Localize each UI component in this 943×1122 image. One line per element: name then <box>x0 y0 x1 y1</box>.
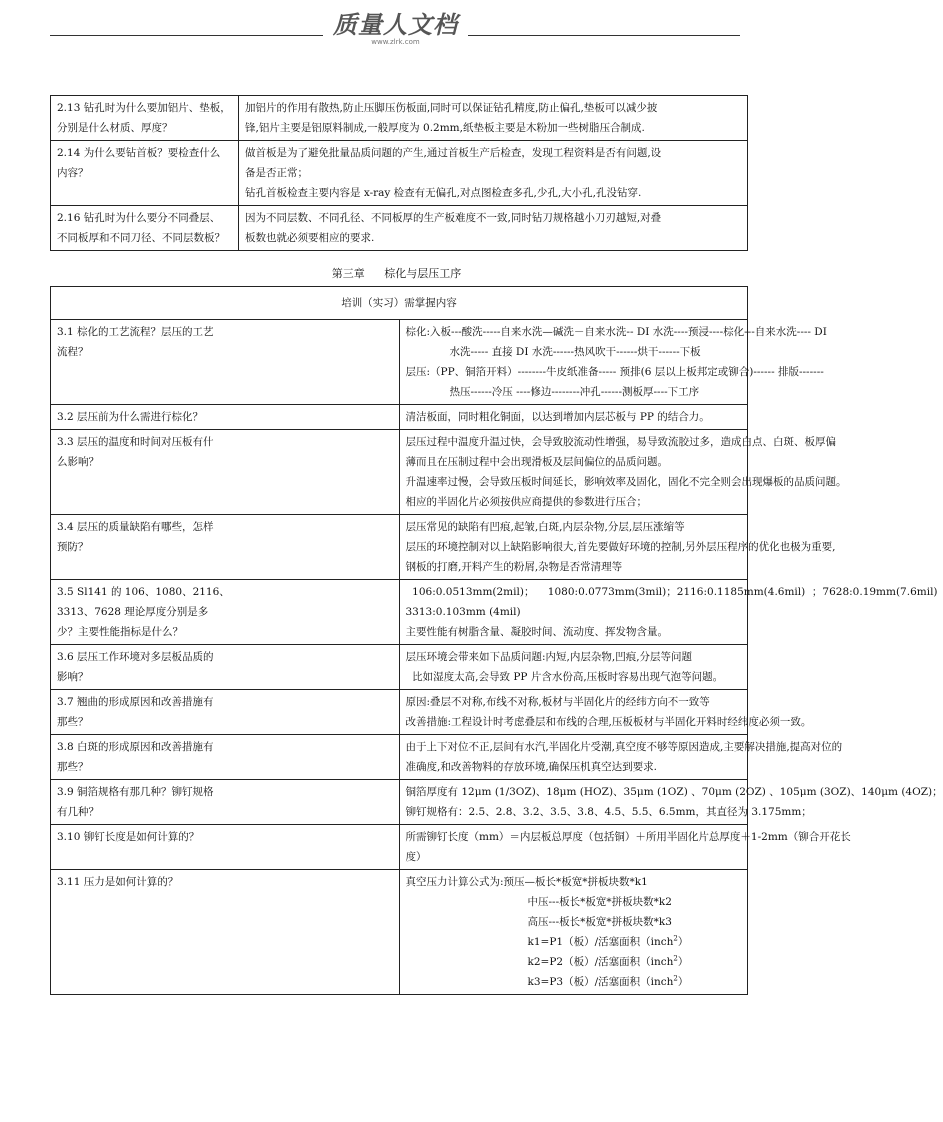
answer-line: 3313:0.103mm (4mil) <box>405 606 521 618</box>
answer-line: 层压过程中温度升温过快，会导致胶流动性增强，易导致流胶过多，造成白点、白斑、板厚偏 <box>405 436 836 448</box>
question-line: 3313、7628 理论厚度分别是多 <box>57 606 209 618</box>
answer-line: 层压常见的缺陷有凹痕,起皱,白斑,内层杂物,分层,层压涨缩等 <box>405 521 685 533</box>
superscript: 2 <box>673 974 678 983</box>
question-line: 2.16 钻孔时为什么要分不同叠层、 <box>57 212 221 224</box>
formula-line <box>406 952 742 972</box>
question-cell <box>51 735 400 780</box>
answer-cell <box>239 141 748 206</box>
question-line: 3.11 压力是如何计算的？ <box>57 876 179 888</box>
formula-close: ） <box>677 936 689 948</box>
logo-text: 质量人文档 <box>333 11 458 39</box>
question-line: 3.9 铜箔规格有那几种？铆钉规格 <box>57 786 214 798</box>
question-line: 3.1 棕化的工艺流程？层压的工艺 <box>57 326 214 338</box>
table-row <box>51 206 748 251</box>
question-line: 3.6 层压工作环境对多层板品质的 <box>57 651 214 663</box>
question-cell <box>51 825 400 870</box>
question-line: 么影响？ <box>57 456 99 468</box>
question-cell <box>51 870 400 995</box>
question-cell <box>51 430 400 515</box>
chapter-number: 第三章 <box>331 267 365 280</box>
answer-line: 清洁板面，同时粗化铜面，以达到增加内层芯板与 PP 的结合力。 <box>405 411 710 423</box>
site-logo <box>323 12 468 46</box>
question-line: 那些？ <box>57 761 89 773</box>
question-line: 3.3 层压的温度和时间对压板有什 <box>57 436 214 448</box>
question-line: 影响？ <box>57 671 89 683</box>
drilling-qa-table <box>50 95 748 251</box>
question-line: 分别是什么材质、厚度？ <box>57 122 173 134</box>
answer-cell <box>399 870 748 995</box>
table-row <box>51 430 748 515</box>
table-header-cell: 培训（实习）需掌握内容 <box>51 287 748 320</box>
answer-cell <box>399 735 843 780</box>
answer-line: 106:0.0513mm(2mil)； 1080:0.0773mm(3mil)；2116:0.1185mm(4.6mil) ；7628:0.19mm(7.6mil) <box>405 586 938 598</box>
question-cell <box>51 141 239 206</box>
question-line: 有几种？ <box>57 806 99 818</box>
logo-url: www.zlrk.com <box>371 38 420 46</box>
lamination-qa-table <box>50 286 943 995</box>
question-line: 少？主要性能指标是什么？ <box>57 626 183 638</box>
answer-cell <box>399 320 827 405</box>
answer-line: 度） <box>405 851 427 863</box>
question-cell <box>51 580 400 645</box>
formula-text: k1=P1（板）/活塞面积（inch <box>527 936 674 948</box>
answer-line: 加铝片的作用有散热,防止压脚压伤板面,同时可以保证钻孔精度,防止偏孔,垫板可以减少披 <box>245 102 658 114</box>
answer-line: 棕化:入板---酸洗-----自来水洗—碱洗－自来水洗-- DI 水洗----预浸----棕化---自来水洗---- DI <box>405 326 827 338</box>
table-row <box>51 690 748 735</box>
answer-cell <box>239 96 748 141</box>
question-cell <box>51 690 400 735</box>
answer-line: 备是否正常； <box>245 167 308 179</box>
table-row <box>51 580 748 645</box>
answer-cell <box>399 645 748 690</box>
answer-line: 原因:叠层不对称,布线不对称,板材与半固化片的经纬方向不一致等 <box>405 696 710 708</box>
answer-line: 做首板是为了避免批量品质问题的产生,通过首板生产后检查，发现工程资料是否有问题,设 <box>245 147 662 159</box>
answer-line: 主要性能有树脂含量、凝胶时间、流动度、挥发物含量。 <box>405 626 668 638</box>
table-header-row <box>51 287 748 320</box>
table-row <box>51 320 748 405</box>
answer-cell <box>399 580 938 645</box>
answer-line: 真空压力计算公式为:预压—板长*板宽*拼板块数*k1 <box>405 876 648 888</box>
question-cell <box>51 780 400 825</box>
question-line: 2.14 为什么要钻首板？要检查什么 <box>57 147 221 159</box>
question-line: 3.4 层压的质量缺陷有哪些，怎样 <box>57 521 214 533</box>
chapter-title <box>0 265 793 281</box>
answer-cell <box>399 405 748 430</box>
answer-line: 所需铆钉长度（mm）＝内层板总厚度（包括铜）＋所用半固化片总厚度＋1-2mm（铆合开花长 <box>405 831 851 843</box>
table-row <box>51 870 748 995</box>
question-line: 3.7 翘曲的形成原因和改善措施有 <box>57 696 214 708</box>
answer-line: 层压环境会带来如下品质问题:内短,内层杂物,凹痕,分层等问题 <box>405 651 693 663</box>
question-cell <box>51 96 239 141</box>
question-cell <box>51 515 400 580</box>
answer-line: 热压------冷压 ----修边--------冲孔------测板厚----下工序 <box>449 386 700 398</box>
table-row <box>51 405 748 430</box>
answer-line: 锋,铝片主要是铝原料制成,一般厚度为 0.2mm,纸垫板主要是木粉加一些树脂压合制成. <box>245 122 645 134</box>
question-line: 不同板厚和不同刀径、不同层数板？ <box>57 232 225 244</box>
formula-close: ） <box>677 976 689 988</box>
question-cell <box>51 320 400 405</box>
question-line: 3.5 Sl141 的 106、1080、2116、 <box>57 586 230 598</box>
chapter-name: 棕化与层压工序 <box>384 267 462 280</box>
answer-line: 水洗----- 直接 DI 水洗------热风吹干------烘干------下板 <box>449 346 701 358</box>
answer-cell <box>399 780 943 825</box>
question-line: 流程？ <box>57 346 89 358</box>
formula-line <box>406 972 742 992</box>
answer-line: 层压:（PP、铜箔开料）--------牛皮纸准备----- 预排(6 层以上板邦定或铆合)------ 排版------- <box>405 366 824 378</box>
answer-line: 改善措施:工程设计时考虑叠层和布线的合理,压板板材与半固化开料时经纬度必须一致。 <box>405 716 812 728</box>
table-row <box>51 735 748 780</box>
table-row <box>51 645 748 690</box>
question-line: 预防？ <box>57 541 89 553</box>
answer-line: 中压---板长*板宽*拼板块数*k2 <box>527 896 672 908</box>
answer-cell <box>399 430 847 515</box>
question-line: 那些？ <box>57 716 89 728</box>
answer-line: 准确度,和改善物料的存放环境,确保压机真空达到要求. <box>405 761 658 773</box>
question-line: 3.2 层压前为什么需进行棕化？ <box>57 411 204 423</box>
page-header <box>0 0 793 50</box>
answer-line: 板数也就必须要相应的要求. <box>245 232 375 244</box>
superscript: 2 <box>673 954 678 963</box>
answer-cell <box>239 206 748 251</box>
table-row <box>51 825 748 870</box>
answer-line: 比如湿度太高,会导致 PP 片含水份高,压板时容易出现气泡等问题。 <box>405 671 724 683</box>
answer-line: 相应的半固化片必须按供应商提供的参数进行压合； <box>405 496 647 508</box>
formula-text: k2=P2（板）/活塞面积（inch <box>527 956 674 968</box>
answer-line: 薄而且在压制过程中会出现滑板及层间偏位的品质问题。 <box>405 456 668 468</box>
formula-line <box>406 932 742 952</box>
answer-line: 铜箔厚度有 12μm (1/3OZ)、18μm (HOZ)、35μm (1OZ) 、70μm (2OZ) 、105μm (3OZ)、140μm (4OZ)； <box>405 786 943 798</box>
question-cell <box>51 405 400 430</box>
answer-line: 铆钉规格有：2.5、2.8、3.2、3.5、3.8、4.5、5.5、6.5mm，其直径为 3.175mm； <box>405 806 812 818</box>
question-cell <box>51 645 400 690</box>
table-row <box>51 96 748 141</box>
question-line: 内容？ <box>57 167 89 179</box>
question-line: 2.13 钻孔时为什么要加铝片、垫板， <box>57 102 231 114</box>
answer-line: 由于上下对位不正,层间有水汽,半固化片受潮,真空度不够等原因造成,主要解决措施,提高对位的 <box>405 741 843 753</box>
answer-line: 因为不同层数、不同孔径、不同板厚的生产板难度不一致,同时钻刀规格越小刀刃越短,对叠 <box>245 212 662 224</box>
answer-line: 高压---板长*板宽*拼板块数*k3 <box>527 916 672 928</box>
answer-cell <box>399 690 812 735</box>
answer-line: 钻孔首板检查主要内容是 x-ray 检查有无偏孔,对点图检查多孔,少孔,大小孔,孔没钻穿. <box>245 187 642 199</box>
answer-cell <box>399 515 836 580</box>
question-line: 3.8 白斑的形成原因和改善措施有 <box>57 741 214 753</box>
answer-line: 升温速率过慢，会导致压板时间延长，影响效率及固化，固化不完全则会出现爆板的品质问题。 <box>405 476 847 488</box>
answer-line: 层压的环境控制对以上缺陷影响很大,首先要做好环境的控制,另外层压程序的优化也极为重要, <box>405 541 836 553</box>
formula-text: k3=P3（板）/活塞面积（inch <box>527 976 674 988</box>
formula-close: ） <box>677 956 689 968</box>
superscript: 2 <box>673 934 678 943</box>
question-cell <box>51 206 239 251</box>
question-line: 3.10 铆钉长度是如何计算的？ <box>57 831 200 843</box>
table-row <box>51 141 748 206</box>
answer-cell <box>399 825 851 870</box>
table-row <box>51 780 748 825</box>
table-row <box>51 515 748 580</box>
answer-line: 钢板的打磨,开料产生的粉屑,杂物是否常清理等 <box>405 561 623 573</box>
